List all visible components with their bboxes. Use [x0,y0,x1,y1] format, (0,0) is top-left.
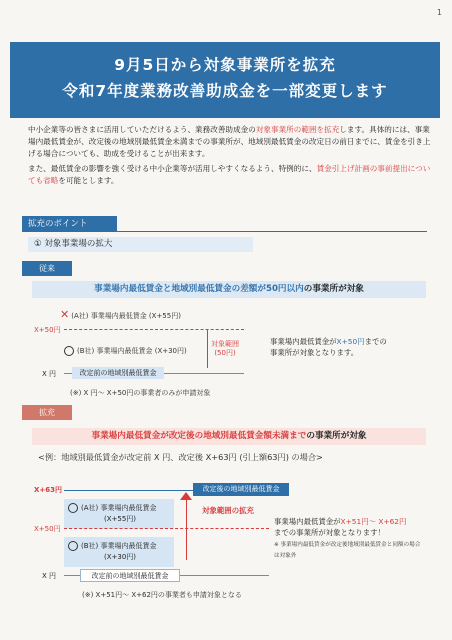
circle-icon [68,541,78,551]
intro-text [28,124,433,189]
cross-icon: ✕ [60,308,70,321]
after-level-base: X 円 [42,572,57,580]
before-threshold-line [64,329,244,330]
page-number: 1 [436,8,442,17]
intro-paragraph-1: 中小企業等の皆さまに活用していただけるよう、業務改善助成金の対象事業所の範囲を拡充します。具体的には、事業場内最低賃金が、改定後の地域別最低賃金未満までの事業所が、地域別最低賃金の改定日の前日までに、賃金を引き上げる場合についても、助成を受けることが出来ます。 [28,125,431,159]
arrow-up-icon [180,492,192,500]
before-base-label: 改定前の地域別最低賃金 [72,367,164,379]
before-level-top: X+50円 [34,326,61,334]
section-divider [117,231,427,232]
after-level-mid: X+50円 [34,525,61,533]
before-tag: 従来 [22,261,72,276]
after-threshold-line [64,528,269,529]
subsection-title: ① 対象事業場の拡大 [28,237,253,252]
after-headline: 事業場内最低賃金が改定後の地域別最低賃金額未満までの事業所が対象 [32,428,426,445]
after-example: <例：地域別最低賃金が改定前 X 円、改定後 X+63円 (引上額63円) の場合> [38,452,323,462]
after-note: 事業場内最低賃金がX+51円～ X+62円 までの事業所が対象となります！ ※ 事業場内最低賃金が改定後地域別最低賃金と同額の場合 は対象外 [274,517,421,559]
title-line-1: 9月5日から対象事業所を拡充 [114,56,336,74]
before-company-a: ✕ (A社) 事業場内最低賃金 (X+55円) [60,308,181,321]
before-range-label: 対象範囲 (50円) [211,340,239,357]
title-line-2: 令和7年度業務改善助成金を一部変更します [62,82,388,100]
after-footnote: (※) X+51円～ X+62円の事業者も申請対象となる [82,591,242,599]
before-footnote: (※) X 円～ X+50円の事業者のみが申請対象 [70,389,211,397]
before-range-bracket [207,330,208,368]
before-note: 事業場内最低賃金がX+50円までの 事業所が対象となります。 [270,337,387,357]
after-level-top: X+63円 [34,486,63,494]
after-company-b: (B社) 事業場内最低賃金 (X+30円) [64,537,174,567]
section-title: 拡充のポイント [22,216,117,232]
intro-paragraph-2: また、最低賃金の影響を強く受ける中小企業等が活用しやすくなるよう、特例的に、賃金引上げ計画の事前提出についても省略を可能とします。 [28,163,431,185]
after-new-min-label: 改定後の地域別最低賃金 [193,483,289,496]
after-range-bracket [186,500,187,560]
before-level-base: X 円 [42,370,57,378]
before-headline: 事業場内最低賃金と地域別最低賃金の差額が50円以内の事業所が対象 [32,281,426,298]
after-tag: 拡充 [22,405,72,420]
title-banner [10,42,440,118]
circle-icon [64,346,74,356]
after-range-label: 対象範囲の拡充 [202,506,254,515]
after-base-label: 改定前の地域別最低賃金 [80,569,180,582]
circle-icon [68,503,78,513]
before-company-b: (B社) 事業場内最低賃金 (X+30円) [64,346,187,356]
after-company-a: (A社) 事業場内最低賃金 (X+55円) [64,499,174,529]
